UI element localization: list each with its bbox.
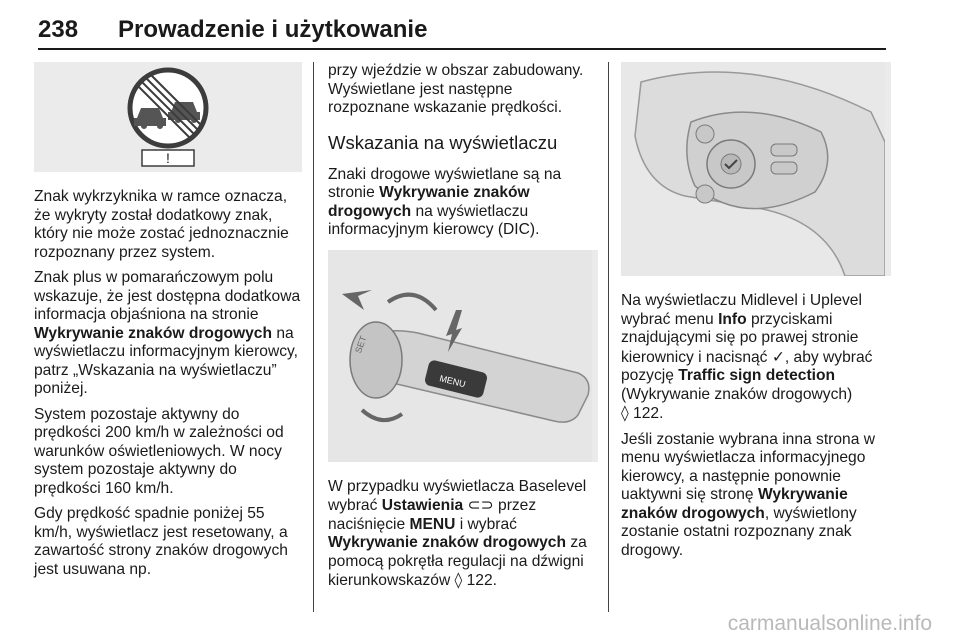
column-divider: [608, 62, 609, 612]
bold-term: Wykrywanie znaków drogowych: [34, 324, 273, 342]
page-number: 238: [38, 16, 79, 43]
column-middle: [328, 62, 598, 598]
section-heading: Wskazania na wyświetlaczu: [328, 131, 558, 153]
bold-term: Info: [718, 310, 747, 328]
no-overtaking-end-sign-figure: [34, 62, 302, 172]
page-reference-icon: ◊: [621, 404, 629, 422]
paragraph: przy wjeździe w obszar zabudowany. Wyświetlane jest następne rozpoznane wskazanie prędkości.: [328, 62, 584, 116]
turn-signal-stalk-figure: [328, 250, 598, 462]
page-header: [38, 0, 886, 50]
page-reference-icon: ◊: [454, 571, 463, 589]
paragraph: W przypadku wyświetlacza Baselevel wybrać Ustawienia ⊂⊃ przez naciśnięcie MENU i wybrać Wykrywanie znaków drogowych za pomocą pokrętła regulacji na dźwigni kierunkowskazów ◊ 122.: [328, 477, 587, 589]
paragraph: Gdy prędkość spadnie poniżej 55 km/h, wyświetlacz jest resetowany, a zawartość strony znaków drogowych jest usuwana np.: [34, 505, 288, 578]
paragraph: System pozostaje aktywny do prędkości 200 km/h w zależności od warunków oświetleniowych. W nocy system pozostaje aktywny do prędkości 160 km/h.: [34, 405, 284, 497]
bold-term: MENU: [409, 515, 456, 533]
steering-wheel-controls-figure: [621, 62, 891, 276]
column-left: [34, 62, 302, 586]
bold-term: Ustawienia: [381, 497, 464, 514]
menu-button-label: MENU: [438, 372, 467, 389]
bold-term: Wykrywanie znaków drogowych: [328, 534, 567, 551]
settings-car-icon: ⊂⊃: [467, 496, 494, 514]
set-label: SET: [353, 334, 369, 354]
paragraph: Znak plus w pomarańczowym polu wskazuje, że jest dostępna dodatkowa informacja objaśniona na stronie Wykrywanie znaków drogowych na wyświetlaczu informacyjnym kierowcy, patrz „Wskazania na wyświetlaczu” poniżej.: [34, 269, 301, 397]
paragraph: Na wyświetlaczu Midlevel i Uplevel wybrać menu Info przyciskami znajdującymi się po prawej stronie kierownicy i nacisnąć ✓, aby wybrać pozycję Traffic sign detection (Wykrywanie znaków drogowych) ◊ 122.: [621, 292, 873, 422]
bold-term: Wykrywanie znaków drogowych: [328, 184, 530, 220]
check-icon: ✓: [771, 347, 785, 366]
exclamation-label: !: [166, 150, 170, 166]
bold-term: Wykrywanie znaków drogowych: [621, 486, 848, 522]
column-divider: [313, 62, 314, 612]
column-right: [621, 62, 891, 567]
paragraph: Jeśli zostanie wybrana inna strona w menu wyświetlacza informacyjnego kierowcy, a następnie ponownie uaktywni się stronę Wykrywanie znaków drogowych, wyświetlony zostanie ostatni rozpoznany znak drogowy.: [621, 430, 875, 559]
page-title: Prowadzenie i użytkowanie: [118, 16, 428, 43]
paragraph: Znaki drogowe wyświetlane są na stronie Wykrywanie znaków drogowych na wyświetlaczu informacyjnym kierowcy (DIC).: [328, 165, 562, 238]
watermark: carmanualsonline.info: [727, 612, 932, 635]
bold-term: Traffic sign detection: [678, 367, 836, 384]
paragraph: Znak wykrzyknika w ramce oznacza, że wykryty został dodatkowy znak, który nie może zostać jednoznacznie rozpoznany przez system.: [34, 188, 289, 261]
